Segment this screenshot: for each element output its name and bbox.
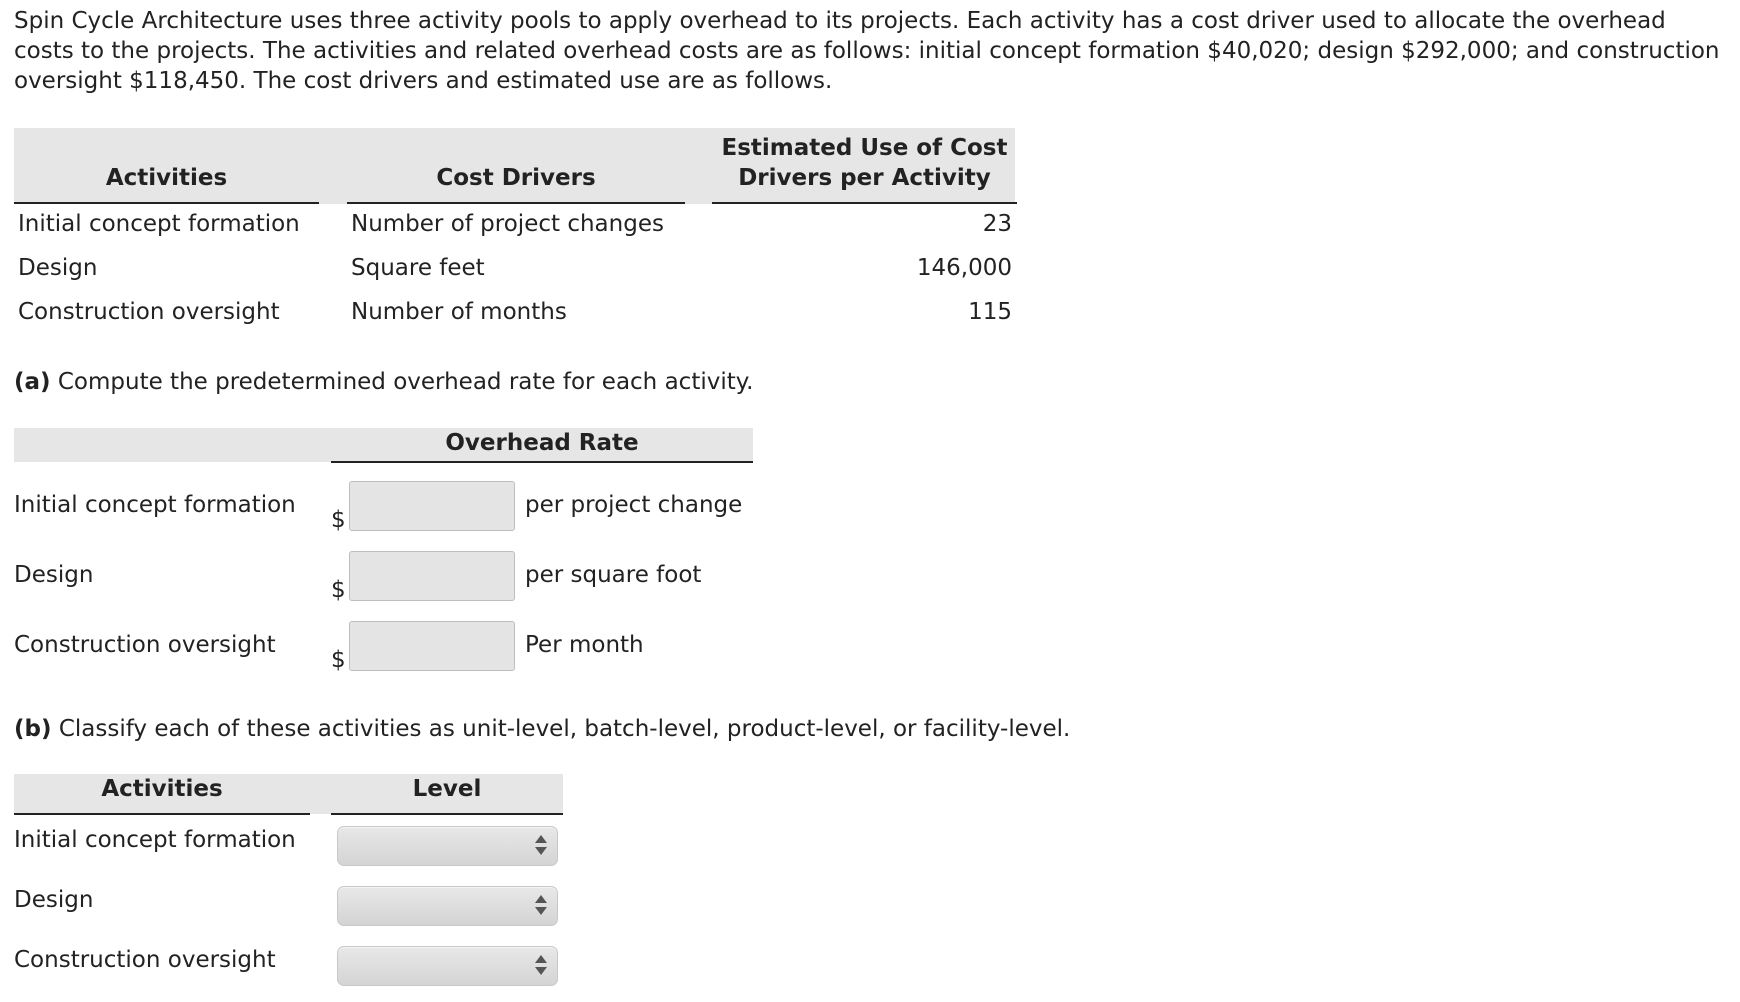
problem-statement: Spin Cycle Architecture uses three activity pools to apply overhead to its projects. Each activity has a cost driver used to allocate the overhead costs to the projects. The activities and related overhead costs are as follows: initial concept formation $40,020; design $292,000; and construction oversight $118,450. The cost drivers and estimated use are as follows.	[14, 8, 1720, 94]
level-select-initial-concept[interactable]	[337, 826, 558, 866]
row-activity: Construction oversight	[18, 299, 280, 325]
level-row-label: Initial concept formation	[14, 827, 296, 853]
row-driver: Square feet	[351, 255, 485, 281]
up-down-arrows-icon	[535, 834, 547, 858]
part-a-question	[14, 367, 753, 397]
rate-row-label: Design	[14, 562, 94, 588]
rate-unit-label: Per month	[525, 632, 644, 658]
level-row-label: Construction oversight	[14, 947, 276, 973]
rate-row-label: Construction oversight	[14, 632, 276, 658]
rate-input-construction-oversight[interactable]	[349, 621, 515, 671]
row-activity: Initial concept formation	[18, 211, 300, 237]
level-select-design[interactable]	[337, 886, 558, 926]
row-driver: Number of months	[351, 299, 567, 325]
up-down-arrows-icon	[535, 894, 547, 918]
header-activities: Activities	[105, 165, 228, 191]
part-b-text: Classify each of these activities as unit-level, batch-level, product-level, or facility-level.	[58, 716, 1071, 742]
dollar-sign: $	[331, 647, 346, 673]
header-underline	[14, 202, 319, 204]
header-activities: Activities	[101, 776, 223, 802]
rate-unit-label: per square foot	[525, 562, 702, 588]
header-underline	[347, 202, 685, 204]
rate-input-initial-concept[interactable]	[349, 481, 515, 531]
part-a-text: Compute the predetermined overhead rate for each activity.	[57, 369, 754, 395]
header-underline	[331, 461, 753, 463]
row-activity: Design	[18, 255, 98, 281]
header-overhead-rate: Overhead Rate	[445, 430, 639, 456]
header-cost-drivers: Cost Drivers	[436, 165, 596, 191]
row-estimated-use: 23	[982, 211, 1012, 237]
header-underline	[331, 813, 563, 815]
dollar-sign: $	[331, 577, 346, 603]
up-down-arrows-icon	[535, 954, 547, 978]
header-estimated-use	[712, 133, 1017, 193]
header-underline	[14, 813, 310, 815]
header-level: Level	[412, 776, 482, 802]
part-b-question	[14, 714, 1070, 744]
level-row-label: Design	[14, 887, 94, 913]
rate-unit-label: per project change	[525, 492, 743, 518]
rate-row-label: Initial concept formation	[14, 492, 296, 518]
rate-input-design[interactable]	[349, 551, 515, 601]
row-estimated-use: 146,000	[916, 255, 1012, 281]
part-b-label: (b)	[14, 716, 52, 742]
header-estimated-use-line2: Drivers per Activity	[738, 165, 991, 191]
header-estimated-use-line1: Estimated Use of Cost	[721, 135, 1008, 161]
row-estimated-use: 115	[968, 299, 1012, 325]
row-driver: Number of project changes	[351, 211, 664, 237]
part-a-label: (a)	[14, 369, 51, 395]
header-underline	[712, 202, 1017, 204]
level-select-construction-oversight[interactable]	[337, 946, 558, 986]
dollar-sign: $	[331, 507, 346, 533]
